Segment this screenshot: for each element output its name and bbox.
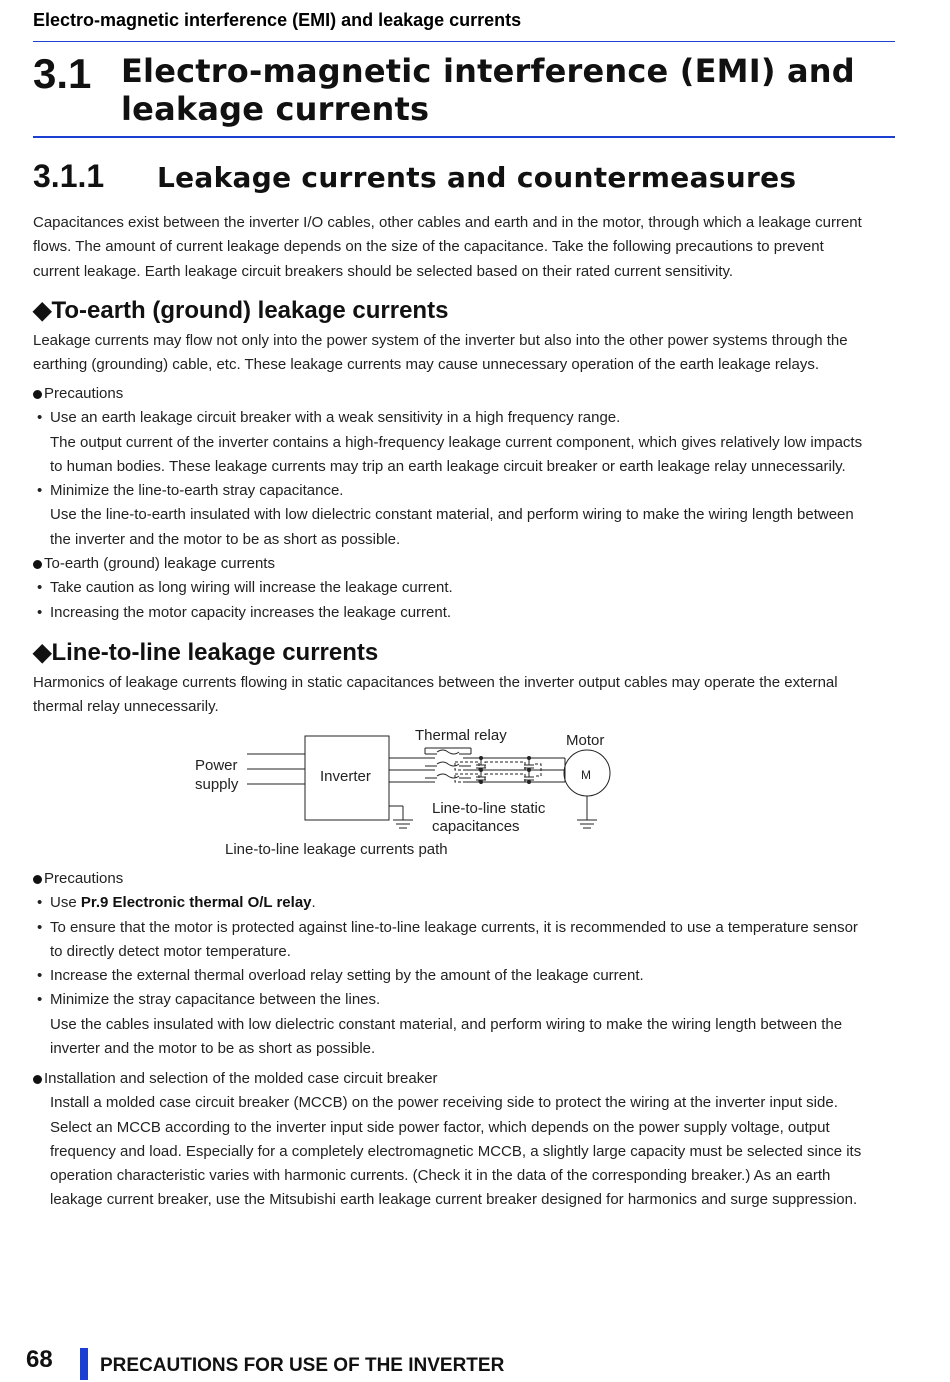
list-item (33, 964, 897, 988)
motor-symbol: M (581, 768, 591, 782)
to-earth-heading (33, 296, 448, 325)
power-supply-label-2: supply (195, 776, 239, 793)
filled-circle-icon (33, 390, 42, 399)
mccb-label (33, 1067, 897, 1091)
list-item-text: Increasing the motor capacity increases the leakage current. (50, 603, 452, 621)
list-item (33, 601, 897, 625)
text-line: current leakage. Earth leakage circuit breakers should be selected based on their rated current sensitivity. (33, 262, 734, 280)
text-line: operation characteristic varies with harmonic currents. (Check it in the data of the corresponding breaker.) As an earth (50, 1167, 831, 1185)
thermal-relay-label: Thermal relay (415, 727, 507, 744)
list-item-continuation: Use the cables insulated with low dielectric constant material, and perform wiring to make the wiring length between the (50, 1015, 843, 1033)
list-item-text: Minimize the stray capacitance between the lines. (50, 991, 381, 1009)
bullet: • (37, 603, 43, 621)
text-line: frequency and load. Especially for a completely electromagnetic MCCB, a slightly large capacity must be selected since its (50, 1142, 862, 1160)
text-line: leakage current breaker, use the Mitsubishi earth leakage current breaker designed for harmonics and surge suppression. (50, 1191, 858, 1209)
capacitance-label-2: capacitances (432, 818, 520, 835)
list-item-text: Use an earth leakage circuit breaker with a weak sensitivity in a high frequency range. (50, 409, 621, 427)
list-item (33, 479, 897, 552)
chapter-title (121, 52, 895, 128)
list-item-continuation: the inverter and the motor to be as short as possible. (50, 530, 401, 548)
leakage-path-diagram (185, 722, 625, 867)
section-heading (33, 158, 796, 196)
motor-label: Motor (566, 732, 605, 749)
to-earth-precautions (33, 382, 897, 625)
chapter-title-line-2: leakage currents (121, 90, 430, 128)
chapter-number: 3.1 (33, 50, 92, 97)
to-earth-heading-text: To-earth (ground) leakage currents (51, 297, 449, 324)
mccb-section (33, 1067, 897, 1213)
section-number: 3.1.1 (33, 158, 105, 194)
list-item-text: Take caution as long wiring will increase the leakage current. (50, 579, 453, 597)
text-line: Install a molded case circuit breaker (MCCB) on the power receiving side to protect the wiring at the inverter input side. (50, 1094, 838, 1112)
to-earth-body (33, 329, 897, 378)
list-item-text-suffix: . (311, 894, 316, 912)
leakage-path-caption: Line-to-line leakage currents path (225, 841, 448, 858)
list-item-continuation: inverter and the motor to be as short as possible. (50, 1040, 376, 1058)
precautions-label-text: Precautions (44, 870, 124, 887)
precautions-label (33, 867, 897, 891)
filled-circle-icon (33, 560, 42, 569)
bullet: • (37, 991, 43, 1009)
line-to-line-heading-text: Line-to-line leakage currents (51, 639, 379, 666)
precautions-label (33, 552, 897, 576)
intro-paragraph (33, 211, 897, 284)
precautions-label-text: Precautions (44, 385, 124, 402)
text-line: thermal relay unnecessarily. (33, 698, 219, 716)
list-item-text: Increase the external thermal overload relay setting by the amount of the leakage current. (50, 967, 644, 985)
footer-accent-bar (80, 1348, 88, 1380)
filled-circle-icon (33, 1075, 42, 1084)
capacitance-label-1: Line-to-line static (432, 800, 546, 817)
precautions-label (33, 382, 897, 406)
bullet: • (37, 482, 43, 500)
section-title: Leakage currents and countermeasures (157, 161, 797, 194)
text-line: earthing (grounding) cable, etc. These leakage currents may cause unnecessary operation of the earth leakage relays. (33, 356, 820, 374)
text-line: Harmonics of leakage currents flowing in static capacitances between the inverter output cables may operate the external (33, 674, 838, 691)
line-to-line-heading (33, 638, 378, 667)
diamond-icon: ◆ (33, 639, 52, 666)
line-to-line-body (33, 671, 897, 720)
diamond-icon: ◆ (33, 297, 52, 324)
list-item-text-prefix: Use (50, 894, 81, 912)
parameter-reference: Pr.9 Electronic thermal O/L relay (80, 894, 312, 912)
precautions-label-text: To-earth (ground) leakage currents (44, 555, 275, 573)
filled-circle-icon (33, 875, 42, 884)
text-line: Capacitances exist between the inverter I/O cables, other cables and earth and in the motor, through which a leakage current (33, 214, 862, 231)
line-to-line-precautions (33, 867, 897, 1061)
bullet: • (37, 579, 43, 597)
text-line: flows. The amount of current leakage depends on the size of the capacitance. Take the following precautions to prevent (33, 238, 824, 256)
list-item-text: To ensure that the motor is protected against line-to-line leakage currents, it is recommended to use a temperature sensor (50, 918, 858, 936)
list-item-text: Minimize the line-to-earth stray capacitance. (50, 482, 344, 500)
bullet: • (37, 409, 43, 427)
list-item (33, 988, 897, 1061)
list-item (33, 891, 897, 915)
bullet: • (37, 918, 43, 936)
page-number: 68 (26, 1346, 53, 1373)
mccb-body (33, 1091, 897, 1212)
chapter-heading (33, 52, 895, 138)
mccb-label-text: Installation and selection of the molded case circuit breaker (44, 1070, 438, 1087)
text-line: Leakage currents may flow not only into the power system of the inverter but also into the other power systems through the (33, 332, 848, 349)
footer-title: PRECAUTIONS FOR USE OF THE INVERTER (100, 1355, 505, 1376)
list-item-continuation: Use the line-to-earth insulated with low dielectric constant material, and perform wiring to make the wiring length between (50, 506, 854, 524)
bullet: • (37, 967, 43, 985)
list-item (33, 576, 897, 600)
inverter-label: Inverter (320, 768, 371, 785)
chapter-title-line-1: Electro-magnetic interference (EMI) and (121, 52, 855, 90)
running-header: Electro-magnetic interference (EMI) and leakage currents (33, 10, 895, 42)
power-supply-label-1: Power (195, 757, 238, 774)
list-item (33, 406, 897, 479)
text-line: Select an MCCB according to the inverter input side power factor, which depends on the power supply voltage, output (50, 1118, 830, 1136)
bullet: • (37, 894, 43, 912)
list-item-continuation: The output current of the inverter contains a high-frequency leakage current component, which gives relatively low impacts (50, 433, 863, 451)
list-item-continuation: to directly detect motor temperature. (50, 942, 291, 960)
list-item (33, 916, 897, 965)
list-item-continuation: to human bodies. These leakage currents may trip an earth leakage circuit breaker or earth leakage relay unnecessarily. (50, 457, 846, 475)
